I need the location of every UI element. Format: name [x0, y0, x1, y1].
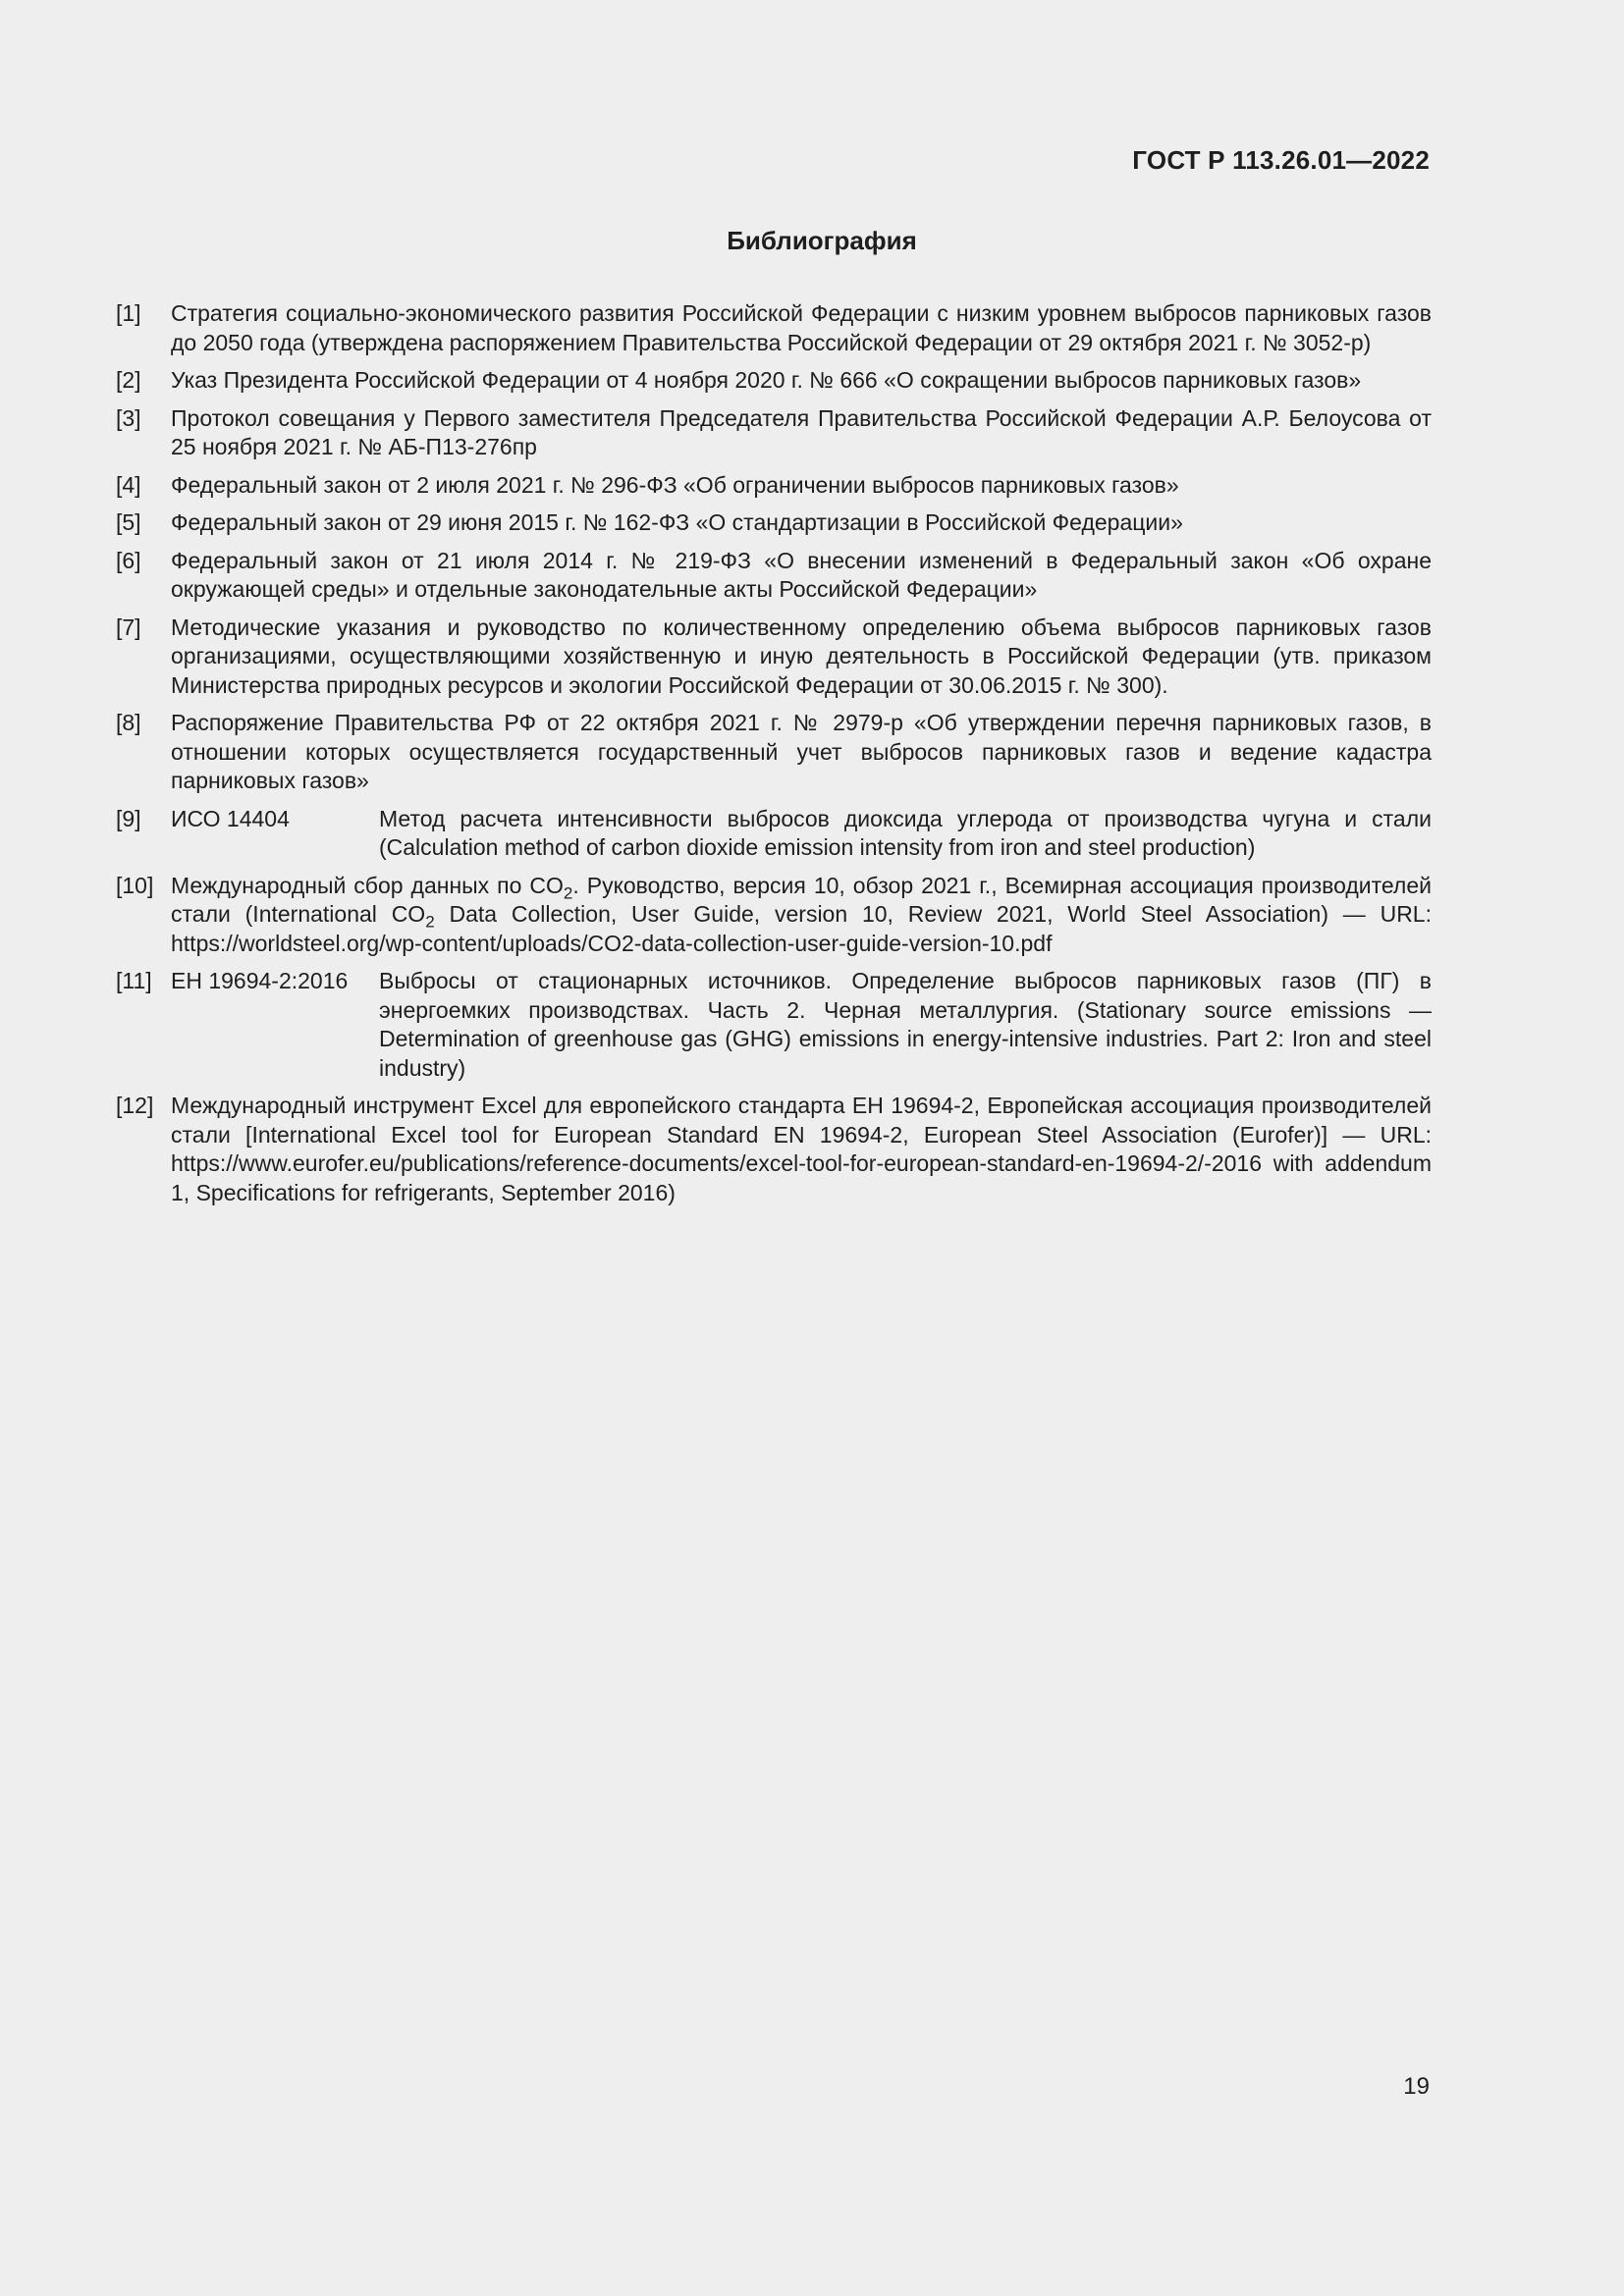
page-number: 19: [1403, 2073, 1430, 2100]
bibliography-title: Библиография: [727, 226, 917, 255]
bibliography-entry: [116, 614, 1432, 701]
entry-number: [9]: [116, 805, 141, 831]
entry-standard-code: ИСО 14404: [171, 805, 290, 831]
entry-text: Федеральный закон от 21 июля 2014 г. № 219-ФЗ «О внесении изменений в Федеральный закон «Об охране окружающей среды» и отдельные законодательные акты Российской Федерации»: [171, 547, 1432, 602]
bibliography-entry: [116, 805, 1432, 863]
entry-text: Выбросы от стационарных источников. Определение выбросов парниковых газов (ПГ) в энергоемких производствах. Часть 2. Черная металлургия. (Stationary source emissions — Determination of greenhouse gas (GHG) emissions in energy-intensive industries. Part 2: Iron and steel industry): [379, 968, 1432, 1081]
bibliography-entry: [116, 366, 1432, 396]
entry-number: [10]: [116, 872, 154, 898]
entry-standard-code: ЕН 19694-2:2016: [171, 968, 349, 993]
entry-number: [8]: [116, 710, 141, 735]
entry-text: Протокол совещания у Первого заместителя Председателя Правительства Российской Федерации А.Р. Белоусова от 25 ноября 2021 г. № АБ-П13-276пр: [171, 404, 1432, 459]
entry-number: [12]: [116, 1093, 154, 1118]
entry-text: Международный инструмент Excel для европейского стандарта ЕН 19694-2, Европейская ассоциация производителей стали [International Excel tool for European Standard EN 19694-2, European Steel Association (Eurofer)] — URL: https://www.eurofer.eu/publications/reference-documents/excel-tool-for-european-standard-en-19694-2/-2016 with addendum 1, Specifications for refrigerants, September 2016): [171, 1093, 1432, 1205]
subscript: 2: [425, 912, 435, 932]
bibliography-entry: [116, 508, 1432, 538]
entry-text: Стратегия социально-экономического развития Российской Федерации с низким уровнем выбросов парниковых газов до 2050 года (утверждена распоряжением Правительства Российской Федерации от 29 октября 2021 г. № 3052-р): [171, 300, 1432, 355]
entry-text: Федеральный закон от 29 июня 2015 г. № 162-ФЗ «О стандартизации в Российской Федерации»: [171, 509, 1183, 535]
entry-text: Методические указания и руководство по количественному определению объема выбросов парниковых газов организациями, осуществляющими хозяйственную и иную деятельность в Российской Федерации (утв. приказом Министерства природных ресурсов и экологии Российской Федерации от 30.06.2015 г. № 300).: [171, 614, 1432, 698]
bibliography-entry: [116, 404, 1432, 462]
entry-number: [4]: [116, 471, 141, 498]
entry-text: Метод расчета интенсивности выбросов диоксида углерода от производства чугуна и стали (Calculation method of carbon dioxide emission intensity from iron and steel production): [379, 805, 1432, 860]
document-number-header: ГОСТ Р 113.26.01—2022: [1132, 145, 1430, 175]
bibliography-list: [116, 299, 1432, 1216]
entry-text: Указ Президента Российской Федерации от 4 ноября 2020 г. № 666 «О сокращении выбросов парниковых газов»: [171, 367, 1362, 393]
entry-text-part: . Руководство, версия 10, обзор 2021 г., Всемирная ассоциация производителей стали (International CO: [171, 872, 1432, 927]
bibliography-entry: [116, 872, 1432, 959]
bibliography-entry: [116, 299, 1432, 357]
bibliography-entry: [116, 967, 1432, 1083]
entry-text-part: Data Collection, User Guide, version 10, Review 2021, World Steel Association) — URL: https://worldsteel.org/wp-content/uploads/CO2-data-collection-user-guide-version-10.pdf: [171, 901, 1432, 956]
entry-number: [11]: [116, 968, 152, 993]
entry-text: Федеральный закон от 2 июля 2021 г. № 296-ФЗ «Об ограничении выбросов парниковых газов»: [171, 471, 1179, 498]
entry-number: [3]: [116, 404, 141, 431]
bibliography-entry: [116, 471, 1432, 501]
bibliography-entry: [116, 1092, 1432, 1207]
entry-number: [7]: [116, 614, 141, 640]
bibliography-entry: [116, 547, 1432, 605]
entry-text-part: Международный сбор данных по CO: [171, 872, 564, 898]
entry-text: Распоряжение Правительства РФ от 22 октября 2021 г. № 2979-р «Об утверждении перечня парниковых газов, в отношении которых осуществляется государственный учет выбросов парниковых газов и ведение кадастра парниковых газов»: [171, 710, 1432, 793]
entry-number: [6]: [116, 547, 141, 573]
entry-number: [5]: [116, 509, 141, 535]
bibliography-entry: [116, 709, 1432, 796]
entry-text: [171, 872, 1432, 959]
entry-number: [1]: [116, 300, 141, 326]
entry-number: [2]: [116, 367, 141, 393]
subscript: 2: [563, 883, 573, 903]
